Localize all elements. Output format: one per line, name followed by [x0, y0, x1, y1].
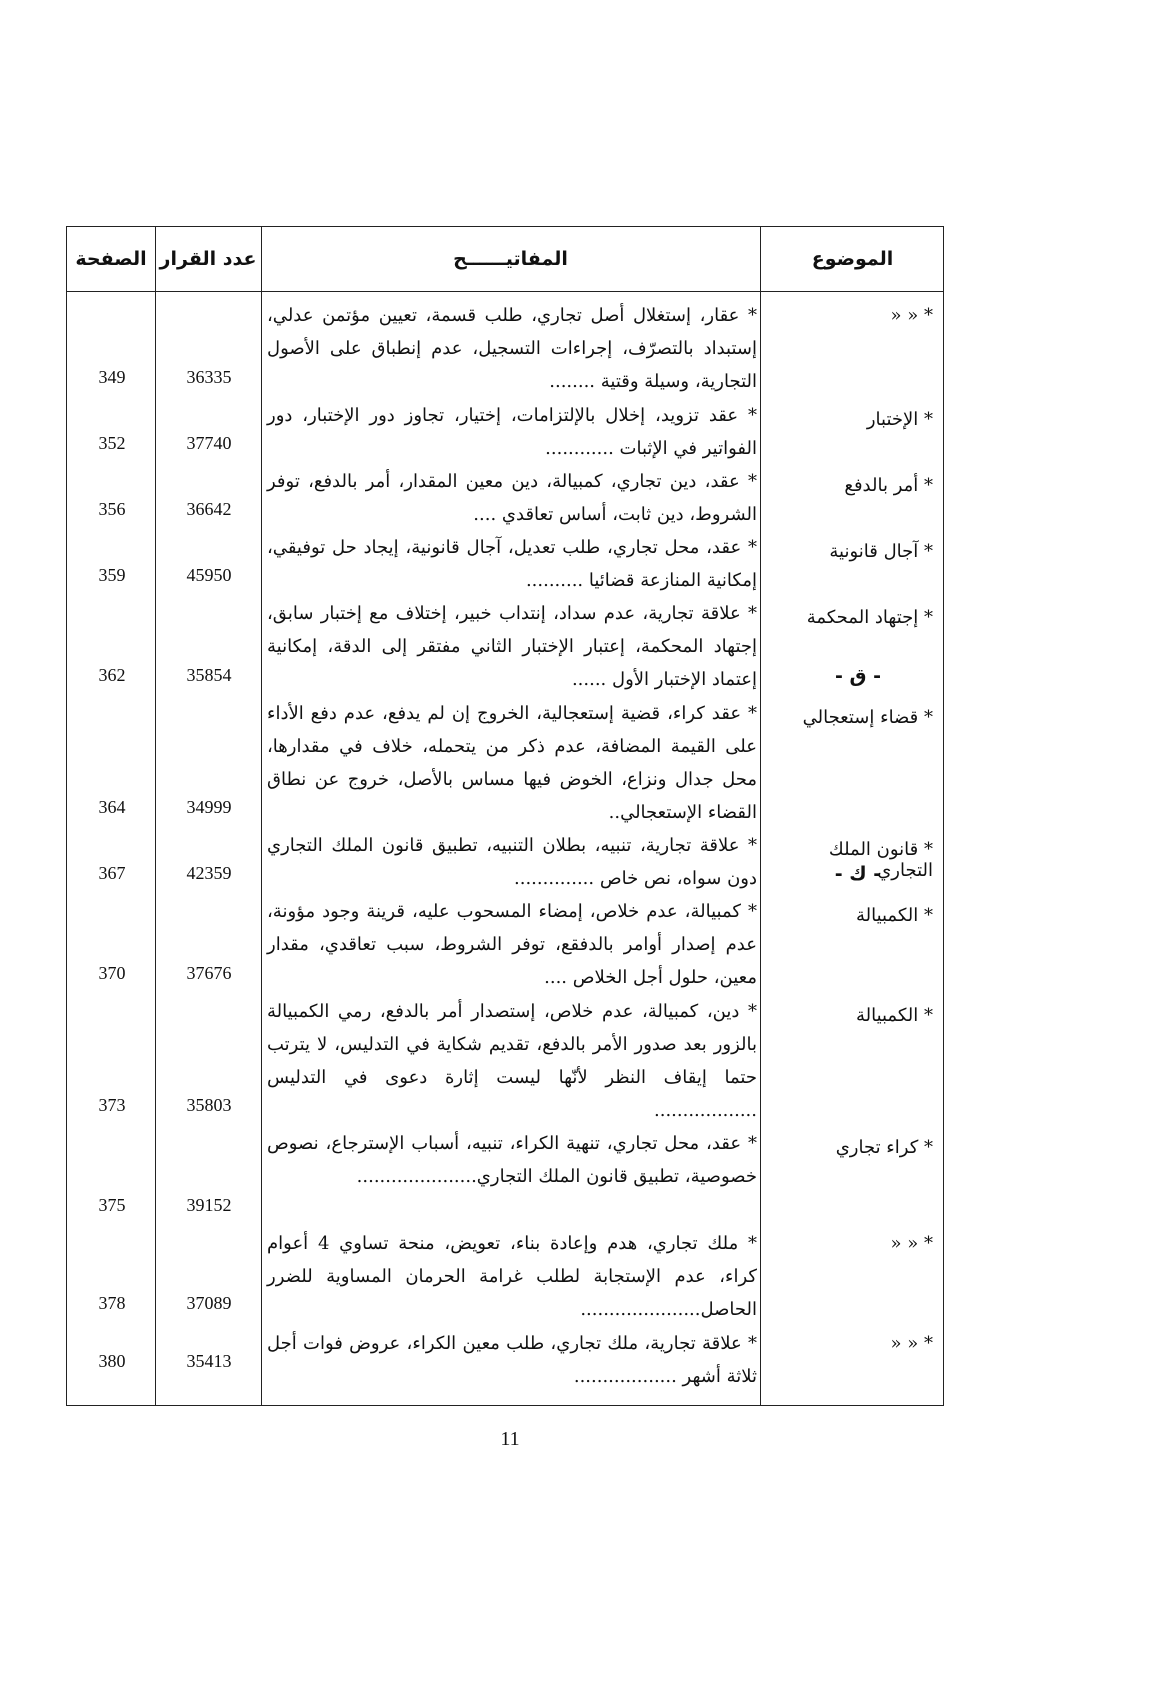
row-page: 356: [98, 499, 126, 519]
row-page: 373: [98, 1095, 126, 1115]
row-decision-number: 36642: [186, 499, 232, 519]
row-keywords: * عقد، محل تجاري، تنهية الكراء، تنبيه، أسباب الإسترجاع، نصوص خصوصية، تطبيق قانون الملك التجاري.....................: [267, 1133, 757, 1187]
row-page: 378: [98, 1293, 126, 1313]
row-decision-number: 35854: [186, 665, 232, 685]
row-page: 349: [98, 367, 126, 387]
row-decision-number: 37740: [186, 433, 232, 453]
row-decision-number: 42359: [186, 863, 232, 883]
row-page: 364: [98, 797, 126, 817]
row-subject: * « «: [890, 1333, 933, 1354]
row-keywords: * دين، كمبيالة، عدم خلاص، إستصدار أمر بالدفع، رمي الكمبيالة بالزور بعد صدور الأمر بالدفع، تقديم شكاية في التدليس، لا يترتب حتما إيقاف النظر لأنّها ليست إثارة دعوى في التدليس ..................: [267, 1001, 757, 1121]
row-keywords: * عقد، محل تجاري، طلب تعديل، آجال قانونية، إيجاد حل توفيقي، إمكانية المنازعة قضائيا ..........: [267, 537, 757, 591]
index-table: [66, 226, 944, 1406]
row-page: 375: [98, 1195, 126, 1215]
column-divider: [261, 227, 262, 1405]
row-keywords: * عقار، إستغلال أصل تجاري، طلب قسمة، تعيين مؤتمن عدلي، إستبداد بالتصرّف، إجراءات التسجيل، عدم إنطباق على الأصول التجارية، وسيلة وقتية ........: [267, 305, 757, 392]
row-subject: * « «: [890, 305, 933, 326]
row-keywords: * عقد كراء، قضية إستعجالية، الخروج إن لم يدفع، عدم دفع الأداء على القيمة المضافة، عدم ذكر من يتحمله، خلاف في مقدارها، محل جدال ونزاع، الخوض فيها مساس بالأصل، خروج عن نطاق القضاء الإستعجالي..: [267, 703, 757, 823]
row-page: 370: [98, 963, 126, 983]
row-decision-number: 39152: [186, 1195, 232, 1215]
row-decision-number: 35803: [186, 1095, 232, 1115]
row-decision-number: 36335: [186, 367, 232, 387]
row-decision-number: 37676: [186, 963, 232, 983]
row-subject: * الكمبيالة: [855, 905, 933, 926]
page-number: 11: [500, 1428, 520, 1450]
row-keywords: * علاقة تجارية، عدم سداد، إنتداب خبير، إختلاف مع إختبار سابق، إجتهاد المحكمة، إعتبار الإختبار الثاني مفتقر إلى الدقة، إمكانية إعتماد الإختبار الأول ......: [267, 603, 757, 690]
row-page: 359: [98, 565, 126, 585]
row-subject: * الكمبيالة: [855, 1005, 933, 1026]
row-decision-number: 45950: [186, 565, 232, 585]
header-keywords: المفاتيــــــح: [453, 248, 568, 270]
letter-marker: - ك -: [834, 863, 882, 885]
row-keywords: * ملك تجاري، هدم وإعادة بناء، تعويض، منحة تساوي 4 أعوام كراء، عدم الإستجابة لطلب غرامة الحرمان المساوية للضرر الحاصل.....................: [267, 1233, 757, 1320]
row-keywords: * عقد، دين تجاري، كمبيالة، دين معين المقدار، أمر بالدفع، توفر الشروط، دين ثابت، أساس تعاقدي ....: [267, 471, 757, 525]
letter-marker: - ق -: [835, 665, 881, 687]
row-subject: * الإختبار: [866, 409, 933, 430]
row-decision-number: 37089: [186, 1293, 232, 1313]
row-subject: * قضاء إستعجالي: [802, 707, 933, 728]
row-page: 352: [98, 433, 126, 453]
row-subject: * قانون الملك التجاري: [828, 839, 933, 881]
row-subject: * آجال قانونية: [829, 541, 933, 562]
row-keywords: * علاقة تجارية، ملك تجاري، طلب معين الكراء، عروض فوات أجل ثلاثة أشهر ..................: [267, 1333, 757, 1387]
row-decision-number: 35413: [186, 1351, 232, 1371]
row-subject: * كراء تجاري: [835, 1137, 933, 1158]
row-subject: * إجتهاد المحكمة: [806, 607, 933, 628]
header-subject: الموضوع: [811, 248, 894, 270]
header-decision-number: عدد القرار: [159, 248, 257, 270]
row-subject: * « «: [890, 1233, 933, 1254]
row-keywords: * عقد تزويد، إخلال بالإلتزامات، إختيار، تجاوز دور الإختبار، دور الفواتير في الإثبات ............: [267, 405, 757, 459]
row-subject: * أمر بالدفع: [844, 475, 933, 496]
header-page: الصفحة: [75, 248, 147, 270]
row-page: 362: [98, 665, 126, 685]
row-page: 380: [98, 1351, 126, 1371]
column-divider: [760, 227, 761, 1405]
row-keywords: * علاقة تجارية، تنبيه، بطلان التنبيه، تطبيق قانون الملك التجاري دون سواه، نص خاص ..............: [267, 835, 758, 889]
header-divider: [67, 291, 943, 292]
row-decision-number: 34999: [186, 797, 232, 817]
row-page: 367: [98, 863, 126, 883]
row-keywords: * كمبيالة، عدم خلاص، إمضاء المسحوب عليه، قرينة وجود مؤونة، عدم إصدار أوامر بالدفقع، توفر الشروط، سبب تعاقدي، مقدار معين، حلول أجل الخلاص ....: [267, 901, 757, 988]
